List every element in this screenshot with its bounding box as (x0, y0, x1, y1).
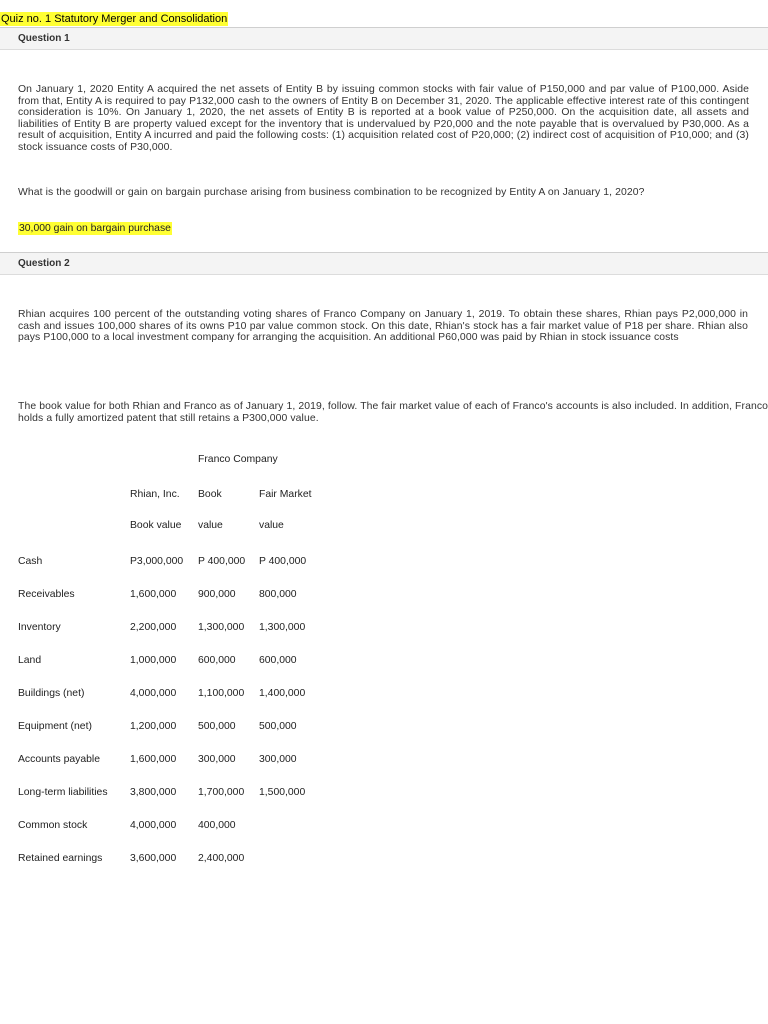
question-1-body: On January 1, 2020 Entity A acquired the net assets of Entity B by issuing common stocks with fair value of P150,000 and par value of P100,000. Aside from that, Entity A is required to pay P132,000 cash to the owners of Entity B on December 31, 2020. The applicable effective interest rate of this contingent consideration is 10%. On January 1, 2020, the net assets of Entity B is reported at a book value of P250,000. On the acquisition date, all assets and liabilities of Entity B are property valued except for the inventory that is undervalued by P20,000 and the note payable that is overvalued by P30,000. As a result of acquisition, Entity A incurred and paid the following costs: (1) acquisition related cost of P20,000; (2) indirect cost of acquisition of P10,000; and (3) stock issuance costs of P30,000. (18, 84, 749, 153)
question-1-prompt: What is the goodwill or gain on bargain purchase arising from business combination to be recognized by Entity A on January 1, 2020? (18, 187, 645, 198)
table-cell-franco-book: 300,000 (198, 754, 236, 765)
table-cell-franco-book: 500,000 (198, 721, 236, 732)
table-cell-rhian: 3,600,000 (130, 853, 177, 864)
table-subheader-rhian: Book value (130, 520, 182, 531)
table-cell-rhian: 1,000,000 (130, 655, 177, 666)
table-group-header: Franco Company (198, 454, 278, 465)
table-cell-rhian: 1,600,000 (130, 754, 177, 765)
table-cell-rhian: 2,200,000 (130, 622, 177, 633)
table-header-rhian: Rhian, Inc. (130, 489, 180, 500)
table-row-label: Long-term liabilities (18, 787, 108, 798)
table-cell-franco-fair: 1,400,000 (259, 688, 306, 699)
question-2-body: Rhian acquires 100 percent of the outstanding voting shares of Franco Company on January 1, 2019. To obtain these shares, Rhian pays P2,000,000 in cash and issues 100,000 shares of its owns P10 par value common stock. On this date, Rhian's stock has a fair market value of P18 per share. Rhian also pays P100,000 to a local investment company for arranging the acquisition. An additional P60,000 was paid by Rhian in stock issuance costs (18, 309, 748, 343)
question-1-answer: 30,000 gain on bargain purchase (19, 223, 171, 234)
table-cell-franco-fair: 1,300,000 (259, 622, 306, 633)
table-row-label: Accounts payable (18, 754, 101, 765)
table-cell-rhian: 4,000,000 (130, 688, 177, 699)
quiz-title: Quiz no. 1 Statutory Merger and Consolidation (1, 13, 228, 25)
table-cell-franco-book: 1,300,000 (198, 622, 245, 633)
question-1-label: Question 1 (18, 33, 70, 44)
table-row-label: Retained earnings (18, 853, 103, 864)
question-1-header (0, 27, 768, 50)
table-row-label: Buildings (net) (18, 688, 85, 699)
table-row-label: Common stock (18, 820, 88, 831)
table-row-label: Land (18, 655, 42, 666)
table-cell-rhian: 1,600,000 (130, 589, 177, 600)
table-cell-franco-book: 1,100,000 (198, 688, 245, 699)
table-header-franco-fair: Fair Market (259, 489, 312, 500)
table-row-label: Receivables (18, 589, 75, 600)
table-cell-franco-fair: 500,000 (259, 721, 297, 732)
table-cell-franco-fair: 300,000 (259, 754, 297, 765)
table-cell-franco-fair: 600,000 (259, 655, 297, 666)
table-cell-franco-book: 400,000 (198, 820, 236, 831)
table-cell-franco-book: 600,000 (198, 655, 236, 666)
table-cell-rhian: 3,800,000 (130, 787, 177, 798)
table-cell-franco-book: P 400,000 (198, 556, 246, 567)
table-row-label: Inventory (18, 622, 61, 633)
table-subheader-franco-book: value (198, 520, 223, 531)
table-cell-rhian: 1,200,000 (130, 721, 177, 732)
table-cell-franco-book: 2,400,000 (198, 853, 245, 864)
question-2-label: Question 2 (18, 258, 70, 269)
question-2-body-2: The book value for both Rhian and Franco as of January 1, 2019, follow. The fair market value of each of Franco's accounts is also included. In addition, Franco holds a fully amortized patent that still retains a P300,000 value. (18, 401, 768, 424)
table-cell-franco-fair: 1,500,000 (259, 787, 306, 798)
table-header-franco-book: Book (198, 489, 222, 500)
table-row-label: Equipment (net) (18, 721, 92, 732)
table-cell-franco-fair: P 400,000 (259, 556, 307, 567)
table-cell-rhian: P3,000,000 (130, 556, 184, 567)
table-cell-franco-book: 900,000 (198, 589, 236, 600)
table-cell-rhian: 4,000,000 (130, 820, 177, 831)
table-subheader-franco-fair: value (259, 520, 284, 531)
table-cell-franco-fair: 800,000 (259, 589, 297, 600)
table-cell-franco-book: 1,700,000 (198, 787, 245, 798)
table-row-label: Cash (18, 556, 43, 567)
question-2-header (0, 252, 768, 275)
